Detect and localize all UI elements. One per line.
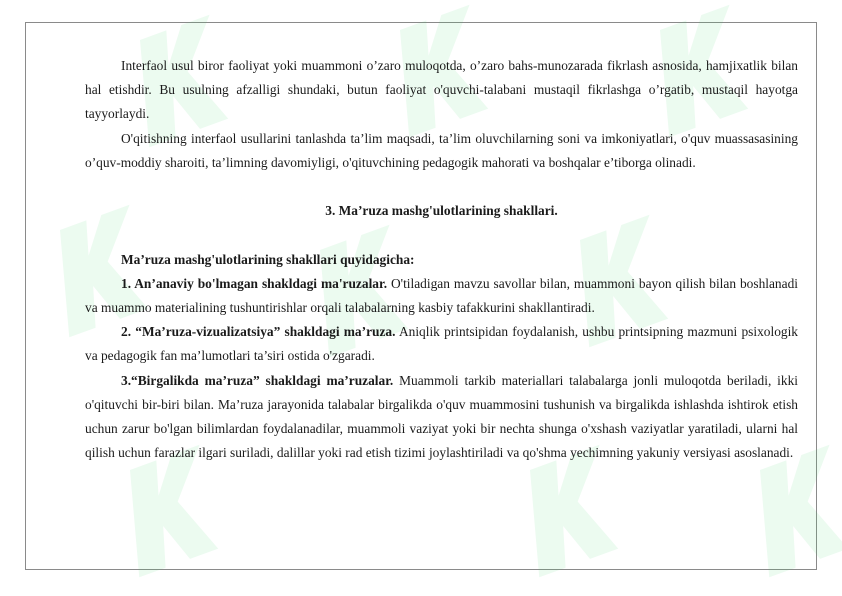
list-intro-text: Ma’ruza mashg'ulotlarining shakllari quyidagicha:: [121, 251, 415, 267]
list-item-title: 3.“Birgalikda ma’ruza” shakldagi ma’ruzalar.: [121, 372, 394, 388]
spacer: [85, 175, 798, 199]
spacer: [85, 223, 798, 247]
paragraph-interfaol-usul: Interfaol usul biror faoliyat yoki muammoni o’zaro muloqotda, o’zaro bahs-munozarada fikrlash asnosida, hamjixatlik bilan hal etishdir. Bu usulning afzalligi shundaki, butun faoliyat o'quvchi-talabani mustaqil fikrlashga o’rgatib, mustaqil hayotga tayyorlaydi.: [85, 58, 798, 122]
list-item-title: 2. “Ma’ruza-vizualizatsiya” shakldagi ma’ruza.: [121, 324, 396, 340]
list-item-text: O'tiladigan mavzu savollar bilan, muammoni bayon qilish bilan boshlanadi va muammo materialining tushuntirishlar orqali talabalarning kasbiy tafakkurini shakllantiradi.: [85, 275, 798, 315]
section-heading: 3. Ma’ruza mashg'ulotlarining shakllari.: [325, 203, 558, 219]
list-item-text: Muammoli tarkib materiallari talabalarga jonli muloqotda beriladi, ikki o'qituvchi bir-biri bilan. Ma’ruza jarayonida talabalar birgalikda o'quv muammosini tushunish va birgalikda ishlashda ishtirok etish uchun zarur bo'lgan bilimlardan foydalanadilar, muammoli vaziyat yoki bir nechta shunga o'xshash vaziyatlar yaratiladi, ularni hal qilish uchun farazlar ilgari suriladi, dalillar yoki rad etish tizimi joylashtiriladi va qo'shma yechimning yakuniy versiyasi asoslanadi.: [85, 372, 798, 461]
list-item: [85, 272, 798, 320]
list-item: [85, 369, 798, 466]
document-body: [85, 54, 798, 465]
paragraph-interfaol-tanlash: O'qitishning interfaol usullarini tanlashda ta’lim maqsadi, ta’lim oluvchilarning soni va imkoniyatlari, o'quv muassasasining o’quv-moddiy sharoiti, ta’limning davomiyligi, o'qituvchining pedagogik mahorati va boshqalar e’tiborga olinadi.: [85, 130, 798, 170]
list-intro: [85, 248, 798, 272]
list-item-text: Aniqlik printsipidan foydalanish, ushbu printsipning mazmuni psixologik va pedagogik fan ma’lumotlari ta’siri ostida o'zgaradi.: [85, 324, 799, 364]
list-item-title: 1. An’anaviy bo'lmagan shakldagi ma'ruzalar.: [121, 275, 388, 291]
list-item: [85, 320, 798, 368]
